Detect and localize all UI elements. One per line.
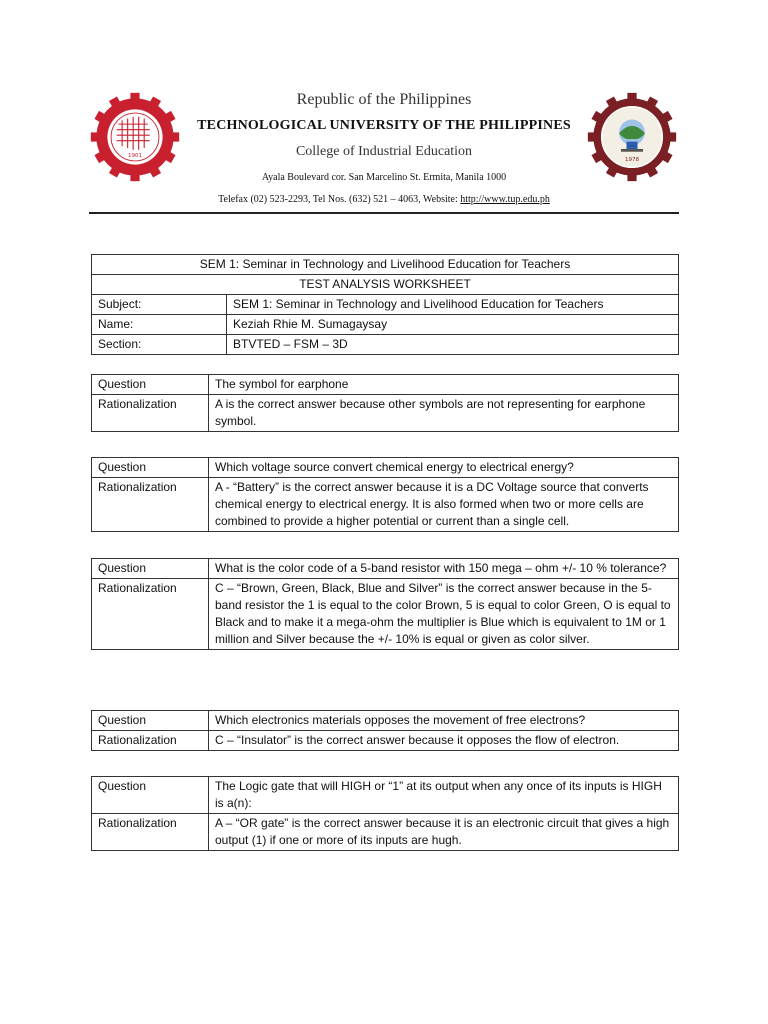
website-link[interactable]: http://www.tup.edu.ph (460, 194, 550, 205)
rationalization-text: C – “Insulator” is the correct answer because it opposes the flow of electron. (209, 731, 679, 751)
question-text: The symbol for earphone (209, 375, 679, 395)
contact-text: Telefax (02) 523-2293, Tel Nos. (632) 521 – 4063, Website: (218, 194, 461, 205)
rationalization-label: Rationalization (92, 478, 209, 532)
item-table-5 (91, 776, 679, 851)
item-table-2 (91, 457, 679, 532)
section-value: BTVTED – FSM – 3D (227, 335, 679, 355)
rationalization-text: C – “Brown, Green, Black, Blue and Silver” is the correct answer because in the 5-band resistor the 1 is equal to the color Brown, 5 is equal to color Green, O is equal to Black and to make it a mega-ohm the multiplier is Blue which is equivalent to 1M or 1 million and Silver because the +/- 10% is equal or given as color silver. (209, 579, 679, 650)
rationalization-text: A - “Battery” is the correct answer because it is a DC Voltage source that converts chemical energy to electrical energy. It is also formed when two or more cells are combined to provide a higher potential or current than a single cell. (209, 478, 679, 532)
question-text: The Logic gate that will HIGH or “1” at its output when any once of its inputs is HIGH is a(n): (209, 777, 679, 814)
header-divider (89, 212, 679, 214)
college-name: College of Industrial Education (295, 144, 473, 159)
item-table-4 (91, 710, 679, 751)
rationalization-label: Rationalization (92, 579, 209, 650)
university-name: TECHNOLOGICAL UNIVERSITY OF THE PHILIPPINES (197, 118, 571, 133)
item-table-3 (91, 558, 679, 650)
subject-label: Subject: (92, 295, 227, 315)
rationalization-text: A is the correct answer because other symbols are not representing for earphone symbol. (209, 395, 679, 432)
info-table (91, 254, 679, 355)
rationalization-text: A – “OR gate” is the correct answer because it is an electronic circuit that gives a high output (1) if one or more of its inputs are hugh. (209, 814, 679, 851)
subject-value: SEM 1: Seminar in Technology and Livelihood Education for Teachers (227, 295, 679, 315)
rationalization-label: Rationalization (92, 814, 209, 851)
course-title: SEM 1: Seminar in Technology and Livelihood Education for Teachers (92, 255, 679, 275)
logo-year: 1901 (127, 153, 143, 160)
name-label: Name: (92, 315, 227, 335)
contact-line (150, 194, 618, 205)
logo-year: 1978 (624, 156, 640, 163)
question-text: Which voltage source convert chemical energy to electrical energy? (209, 458, 679, 478)
rationalization-label: Rationalization (92, 731, 209, 751)
item-table-1 (91, 374, 679, 432)
letterhead (150, 88, 618, 205)
question-label: Question (92, 777, 209, 814)
question-label: Question (92, 711, 209, 731)
republic-line: Republic of the Philippines (296, 91, 472, 108)
section-label: Section: (92, 335, 227, 355)
worksheet-title: TEST ANALYSIS WORKSHEET (92, 275, 679, 295)
address-line: Ayala Boulevard cor. San Marcelino St. Ermita, Manila 1000 (261, 172, 507, 183)
name-value: Keziah Rhie M. Sumagaysay (227, 315, 679, 335)
question-label: Question (92, 458, 209, 478)
question-text: Which electronics materials opposes the movement of free electrons? (209, 711, 679, 731)
question-label: Question (92, 559, 209, 579)
question-text: What is the color code of a 5-band resistor with 150 mega – ohm +/- 10 % tolerance? (209, 559, 679, 579)
rationalization-label: Rationalization (92, 395, 209, 432)
question-label: Question (92, 375, 209, 395)
